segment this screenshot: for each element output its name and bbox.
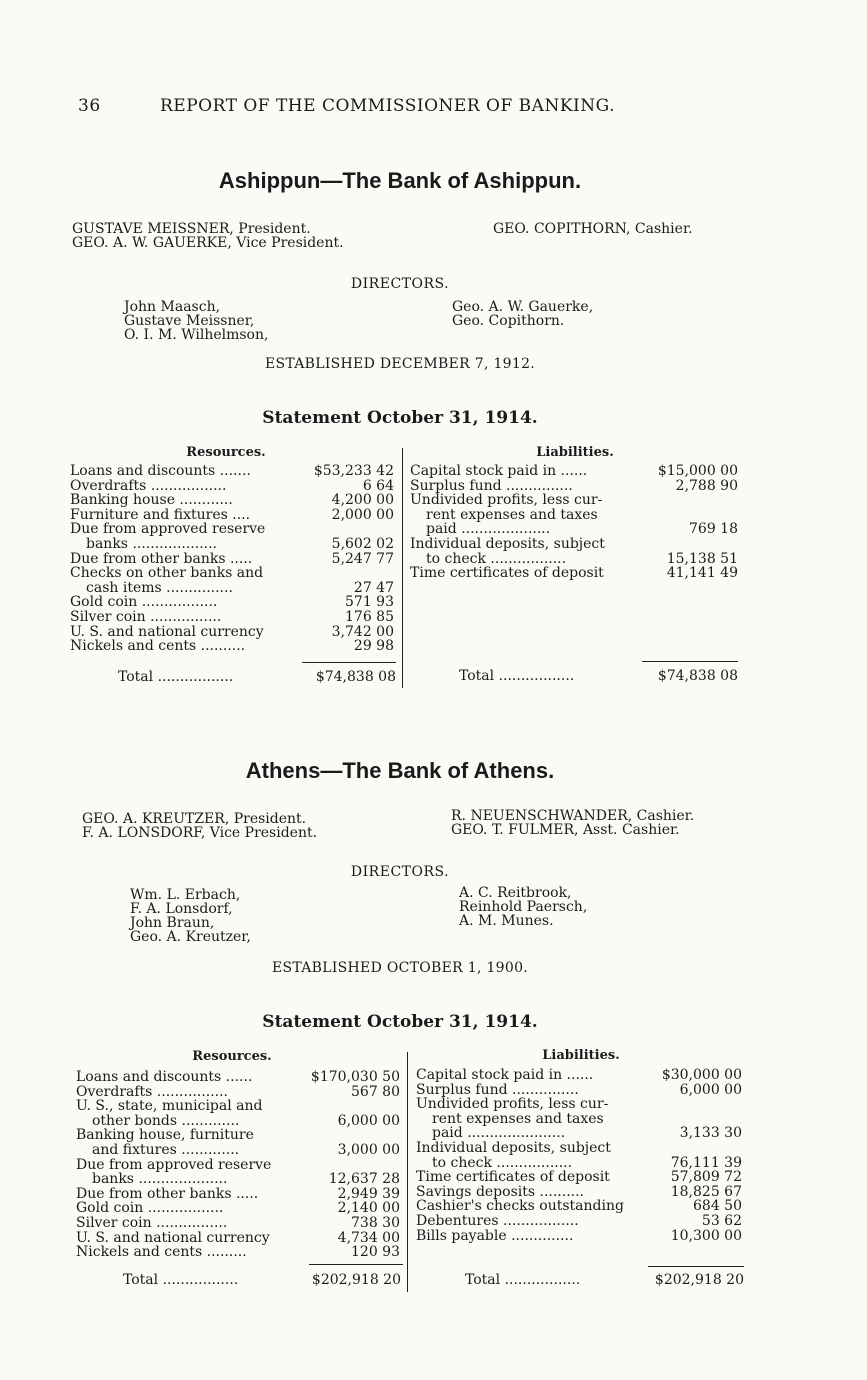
- resource-row: [70, 581, 394, 596]
- statement-title: Statement October 31, 1914.: [262, 1012, 538, 1032]
- line-item-amount: 3,742 00: [331, 623, 394, 640]
- liability-row: [410, 566, 738, 581]
- total-amount: $202,918 20: [654, 1272, 744, 1288]
- resource-row: [70, 639, 394, 654]
- resource-row: [70, 595, 394, 610]
- officer-cashier: GEO. COPITHORN, Cashier.: [493, 221, 693, 237]
- liabilities-heading: Liabilities.: [542, 1048, 620, 1063]
- line-item-label: to check .................: [426, 550, 567, 567]
- page-number: 36: [78, 96, 101, 116]
- line-item-label: banks ...................: [86, 535, 217, 552]
- director-name: Reinhold Paersch,: [459, 899, 588, 915]
- liability-row: [416, 1068, 742, 1083]
- line-item-amount: 6 64: [362, 477, 394, 494]
- resources-heading: Resources.: [192, 1049, 272, 1064]
- line-item-label: Gold coin .................: [70, 594, 218, 611]
- line-item-label: Overdrafts ................: [76, 1083, 229, 1100]
- line-item-label: Overdrafts .................: [70, 477, 227, 494]
- line-item-amount: $30,000 00: [661, 1067, 742, 1083]
- director-name: F. A. Lonsdorf,: [130, 901, 233, 917]
- line-item-amount: 27 47: [353, 579, 394, 596]
- officer-president: GUSTAVE MEISSNER, President.: [72, 221, 311, 237]
- line-item-label: U. S., state, municipal and: [76, 1098, 263, 1115]
- line-item-amount: 684 50: [693, 1198, 742, 1215]
- liability-row: [410, 493, 738, 508]
- total-amount: $74,838 08: [315, 669, 396, 685]
- resource-row: [76, 1085, 400, 1100]
- line-item-label: U. S. and national currency: [70, 623, 264, 640]
- line-item-amount: 2,000 00: [331, 506, 394, 523]
- line-item-label: Cashier's checks outstanding: [416, 1198, 624, 1215]
- line-item-amount: 41,141 49: [666, 565, 738, 582]
- resource-row: [70, 493, 394, 508]
- line-item-amount: $15,000 00: [657, 463, 738, 479]
- liability-row: [416, 1083, 742, 1098]
- statement-title: Statement October 31, 1914.: [262, 408, 538, 428]
- director-name: Geo. Copithorn.: [452, 313, 565, 329]
- line-item-label: Loans and discounts .......: [70, 463, 251, 479]
- line-item-label: Undivided profits, less cur-: [416, 1096, 609, 1113]
- line-item-label: Nickels and cents .........: [76, 1244, 247, 1261]
- liability-row: [416, 1170, 742, 1185]
- director-name: John Braun,: [130, 915, 215, 931]
- line-item-label: Bills payable ..............: [416, 1227, 574, 1244]
- resource-row: [76, 1216, 400, 1231]
- line-item-amount: 6,000 00: [679, 1081, 742, 1098]
- liabilities-list: [410, 464, 738, 581]
- resource-row: [76, 1201, 400, 1216]
- line-item-amount: 12,637 28: [328, 1171, 400, 1188]
- line-item-amount: 176 85: [345, 608, 394, 625]
- total-label: Total .................: [459, 668, 575, 684]
- director-name: Geo. A. W. Gauerke,: [452, 299, 594, 315]
- resource-row: [70, 552, 394, 567]
- officers-right: [451, 809, 694, 837]
- line-item-amount: 10,300 00: [670, 1227, 742, 1244]
- line-item-amount: 3,000 00: [337, 1141, 400, 1158]
- line-item-label: Surplus fund ...............: [410, 477, 573, 494]
- line-item-label: rent expenses and taxes: [432, 1110, 604, 1127]
- total-rule: [648, 1266, 744, 1267]
- officer-cashier: R. NEUENSCHWANDER, Cashier.: [451, 808, 695, 824]
- line-item-label: Surplus fund ...............: [416, 1081, 579, 1098]
- total-rule: [642, 661, 738, 662]
- line-item-amount: 18,825 67: [670, 1183, 742, 1200]
- line-item-label: Due from other banks .....: [76, 1185, 259, 1202]
- director-name: Geo. A. Kreutzer,: [130, 929, 251, 945]
- total-label: Total .................: [465, 1272, 581, 1288]
- directors-right: [452, 300, 593, 328]
- line-item-amount: 120 93: [351, 1244, 400, 1261]
- line-item-amount: 29 98: [353, 638, 394, 655]
- running-head: [78, 96, 615, 116]
- line-item-label: and fixtures .............: [92, 1141, 240, 1158]
- directors-left: [124, 300, 268, 342]
- line-item-amount: 6,000 00: [337, 1112, 400, 1129]
- resource-row: [76, 1231, 400, 1246]
- resource-row: [70, 566, 394, 581]
- liabilities-heading: Liabilities.: [536, 445, 614, 460]
- total-rule: [309, 1264, 403, 1265]
- line-item-amount: 4,200 00: [331, 492, 394, 509]
- liability-row: [410, 508, 738, 523]
- line-item-label: banks ....................: [92, 1171, 228, 1188]
- liability-row: [410, 522, 738, 537]
- line-item-label: Capital stock paid in ......: [416, 1067, 594, 1083]
- line-item-label: Capital stock paid in ......: [410, 463, 588, 479]
- line-item-label: Time certificates of deposit: [410, 565, 604, 582]
- resource-row: [70, 522, 394, 537]
- liability-row: [410, 537, 738, 552]
- liability-row: [416, 1229, 742, 1244]
- line-item-label: Due from other banks .....: [70, 550, 253, 567]
- line-item-label: Gold coin .................: [76, 1200, 224, 1217]
- line-item-amount: 2,949 39: [337, 1185, 400, 1202]
- liabilities-list: [416, 1068, 742, 1243]
- line-item-label: Due from approved reserve: [70, 521, 266, 538]
- bank-title: Athens—The Bank of Athens.: [245, 758, 555, 783]
- line-item-amount: 15,138 51: [666, 550, 738, 567]
- director-name: O. I. M. Wilhelmson,: [124, 327, 269, 343]
- line-item-label: Debentures .................: [416, 1212, 579, 1229]
- resources-list: [70, 464, 394, 654]
- resource-row: [76, 1099, 400, 1114]
- officers-right: [493, 222, 693, 236]
- directors-right: [459, 886, 587, 928]
- line-item-amount: 5,602 02: [331, 535, 394, 552]
- line-item-label: cash items ...............: [86, 579, 233, 596]
- resource-row: [70, 508, 394, 523]
- directors-heading: DIRECTORS.: [350, 276, 450, 292]
- directors-left: [130, 888, 251, 944]
- line-item-amount: 2,788 90: [675, 477, 738, 494]
- bank-title: Ashippun—The Bank of Ashippun.: [218, 168, 582, 193]
- line-item-label: Individual deposits, subject: [410, 535, 605, 552]
- total-rule: [302, 662, 396, 663]
- line-item-label: rent expenses and taxes: [426, 506, 598, 523]
- liability-row: [416, 1156, 742, 1171]
- line-item-amount: 57,809 72: [670, 1169, 742, 1186]
- line-item-label: Undivided profits, less cur-: [410, 492, 603, 509]
- established-date: ESTABLISHED OCTOBER 1, 1900.: [271, 960, 529, 976]
- resource-row: [70, 625, 394, 640]
- resource-row: [76, 1158, 400, 1173]
- resource-row: [76, 1187, 400, 1202]
- liability-row: [416, 1199, 742, 1214]
- column-divider: [402, 448, 403, 688]
- line-item-label: other bonds .............: [92, 1112, 240, 1129]
- line-item-amount: 76,111 39: [670, 1154, 742, 1171]
- liability-row: [416, 1141, 742, 1156]
- line-item-amount: 738 30: [351, 1214, 400, 1231]
- line-item-label: Individual deposits, subject: [416, 1139, 611, 1156]
- total-amount: $202,918 20: [311, 1272, 401, 1288]
- resource-row: [76, 1172, 400, 1187]
- liability-row: [416, 1126, 742, 1141]
- officer-vice-president: F. A. LONSDORF, Vice President.: [82, 825, 318, 841]
- line-item-amount: 53 62: [701, 1212, 742, 1229]
- resource-row: [76, 1114, 400, 1129]
- director-name: A. M. Munes.: [459, 913, 554, 929]
- liability-row: [410, 464, 738, 479]
- line-item-amount: 567 80: [351, 1083, 400, 1100]
- line-item-label: paid ......................: [432, 1125, 566, 1142]
- line-item-label: Savings deposits ..........: [416, 1183, 584, 1200]
- director-name: Wm. L. Erbach,: [130, 887, 241, 903]
- line-item-label: Banking house, furniture: [76, 1127, 254, 1144]
- resource-row: [76, 1128, 400, 1143]
- resources-heading: Resources.: [186, 445, 266, 460]
- column-divider: [407, 1052, 408, 1292]
- total-label: Total .................: [118, 669, 234, 685]
- resources-list: [76, 1070, 400, 1260]
- line-item-label: Banking house ............: [70, 492, 233, 509]
- line-item-label: Due from approved reserve: [76, 1156, 272, 1173]
- total-label: Total .................: [123, 1272, 239, 1288]
- line-item-amount: $170,030 50: [310, 1069, 400, 1085]
- liability-row: [410, 479, 738, 494]
- line-item-label: Silver coin ................: [70, 608, 222, 625]
- resource-row: [76, 1143, 400, 1158]
- officers-left: [82, 812, 317, 840]
- line-item-label: Nickels and cents ..........: [70, 638, 246, 655]
- liability-row: [416, 1185, 742, 1200]
- line-item-label: U. S. and national currency: [76, 1229, 270, 1246]
- line-item-amount: 571 93: [345, 594, 394, 611]
- line-item-label: Time certificates of deposit: [416, 1169, 610, 1186]
- resource-row: [70, 537, 394, 552]
- director-name: John Maasch,: [124, 299, 221, 315]
- total-amount: $74,838 08: [657, 668, 738, 684]
- line-item-amount: 2,140 00: [337, 1200, 400, 1217]
- line-item-label: Silver coin ................: [76, 1214, 228, 1231]
- liability-row: [416, 1097, 742, 1112]
- line-item-label: Furniture and fixtures ....: [70, 506, 251, 523]
- liability-row: [416, 1112, 742, 1127]
- officer-vice-president: GEO. A. W. GAUERKE, Vice President.: [72, 235, 344, 251]
- liability-row: [416, 1214, 742, 1229]
- resource-row: [70, 464, 394, 479]
- director-name: A. C. Reitbrook,: [459, 885, 572, 901]
- line-item-amount: $53,233 42: [313, 463, 394, 479]
- resource-row: [76, 1245, 400, 1260]
- line-item-label: Checks on other banks and: [70, 565, 264, 582]
- line-item-amount: 4,734 00: [337, 1229, 400, 1246]
- line-item-amount: 5,247 77: [331, 550, 394, 567]
- line-item-label: to check .................: [432, 1154, 573, 1171]
- liability-row: [410, 552, 738, 567]
- officers-left: [72, 222, 344, 250]
- resource-row: [76, 1070, 400, 1085]
- officer-asst-cashier: GEO. T. FULMER, Asst. Cashier.: [451, 822, 680, 838]
- established-date: ESTABLISHED DECEMBER 7, 1912.: [264, 356, 536, 372]
- line-item-label: Loans and discounts ......: [76, 1069, 253, 1085]
- line-item-amount: 769 18: [689, 521, 738, 538]
- directors-heading: DIRECTORS.: [350, 864, 450, 880]
- resource-row: [70, 479, 394, 494]
- running-head-title: REPORT OF THE COMMISSIONER OF BANKING.: [160, 96, 615, 116]
- line-item-amount: 3,133 30: [679, 1125, 742, 1142]
- resource-row: [70, 610, 394, 625]
- officer-president: GEO. A. KREUTZER, President.: [82, 811, 307, 827]
- director-name: Gustave Meissner,: [124, 313, 255, 329]
- line-item-label: paid ....................: [426, 521, 551, 538]
